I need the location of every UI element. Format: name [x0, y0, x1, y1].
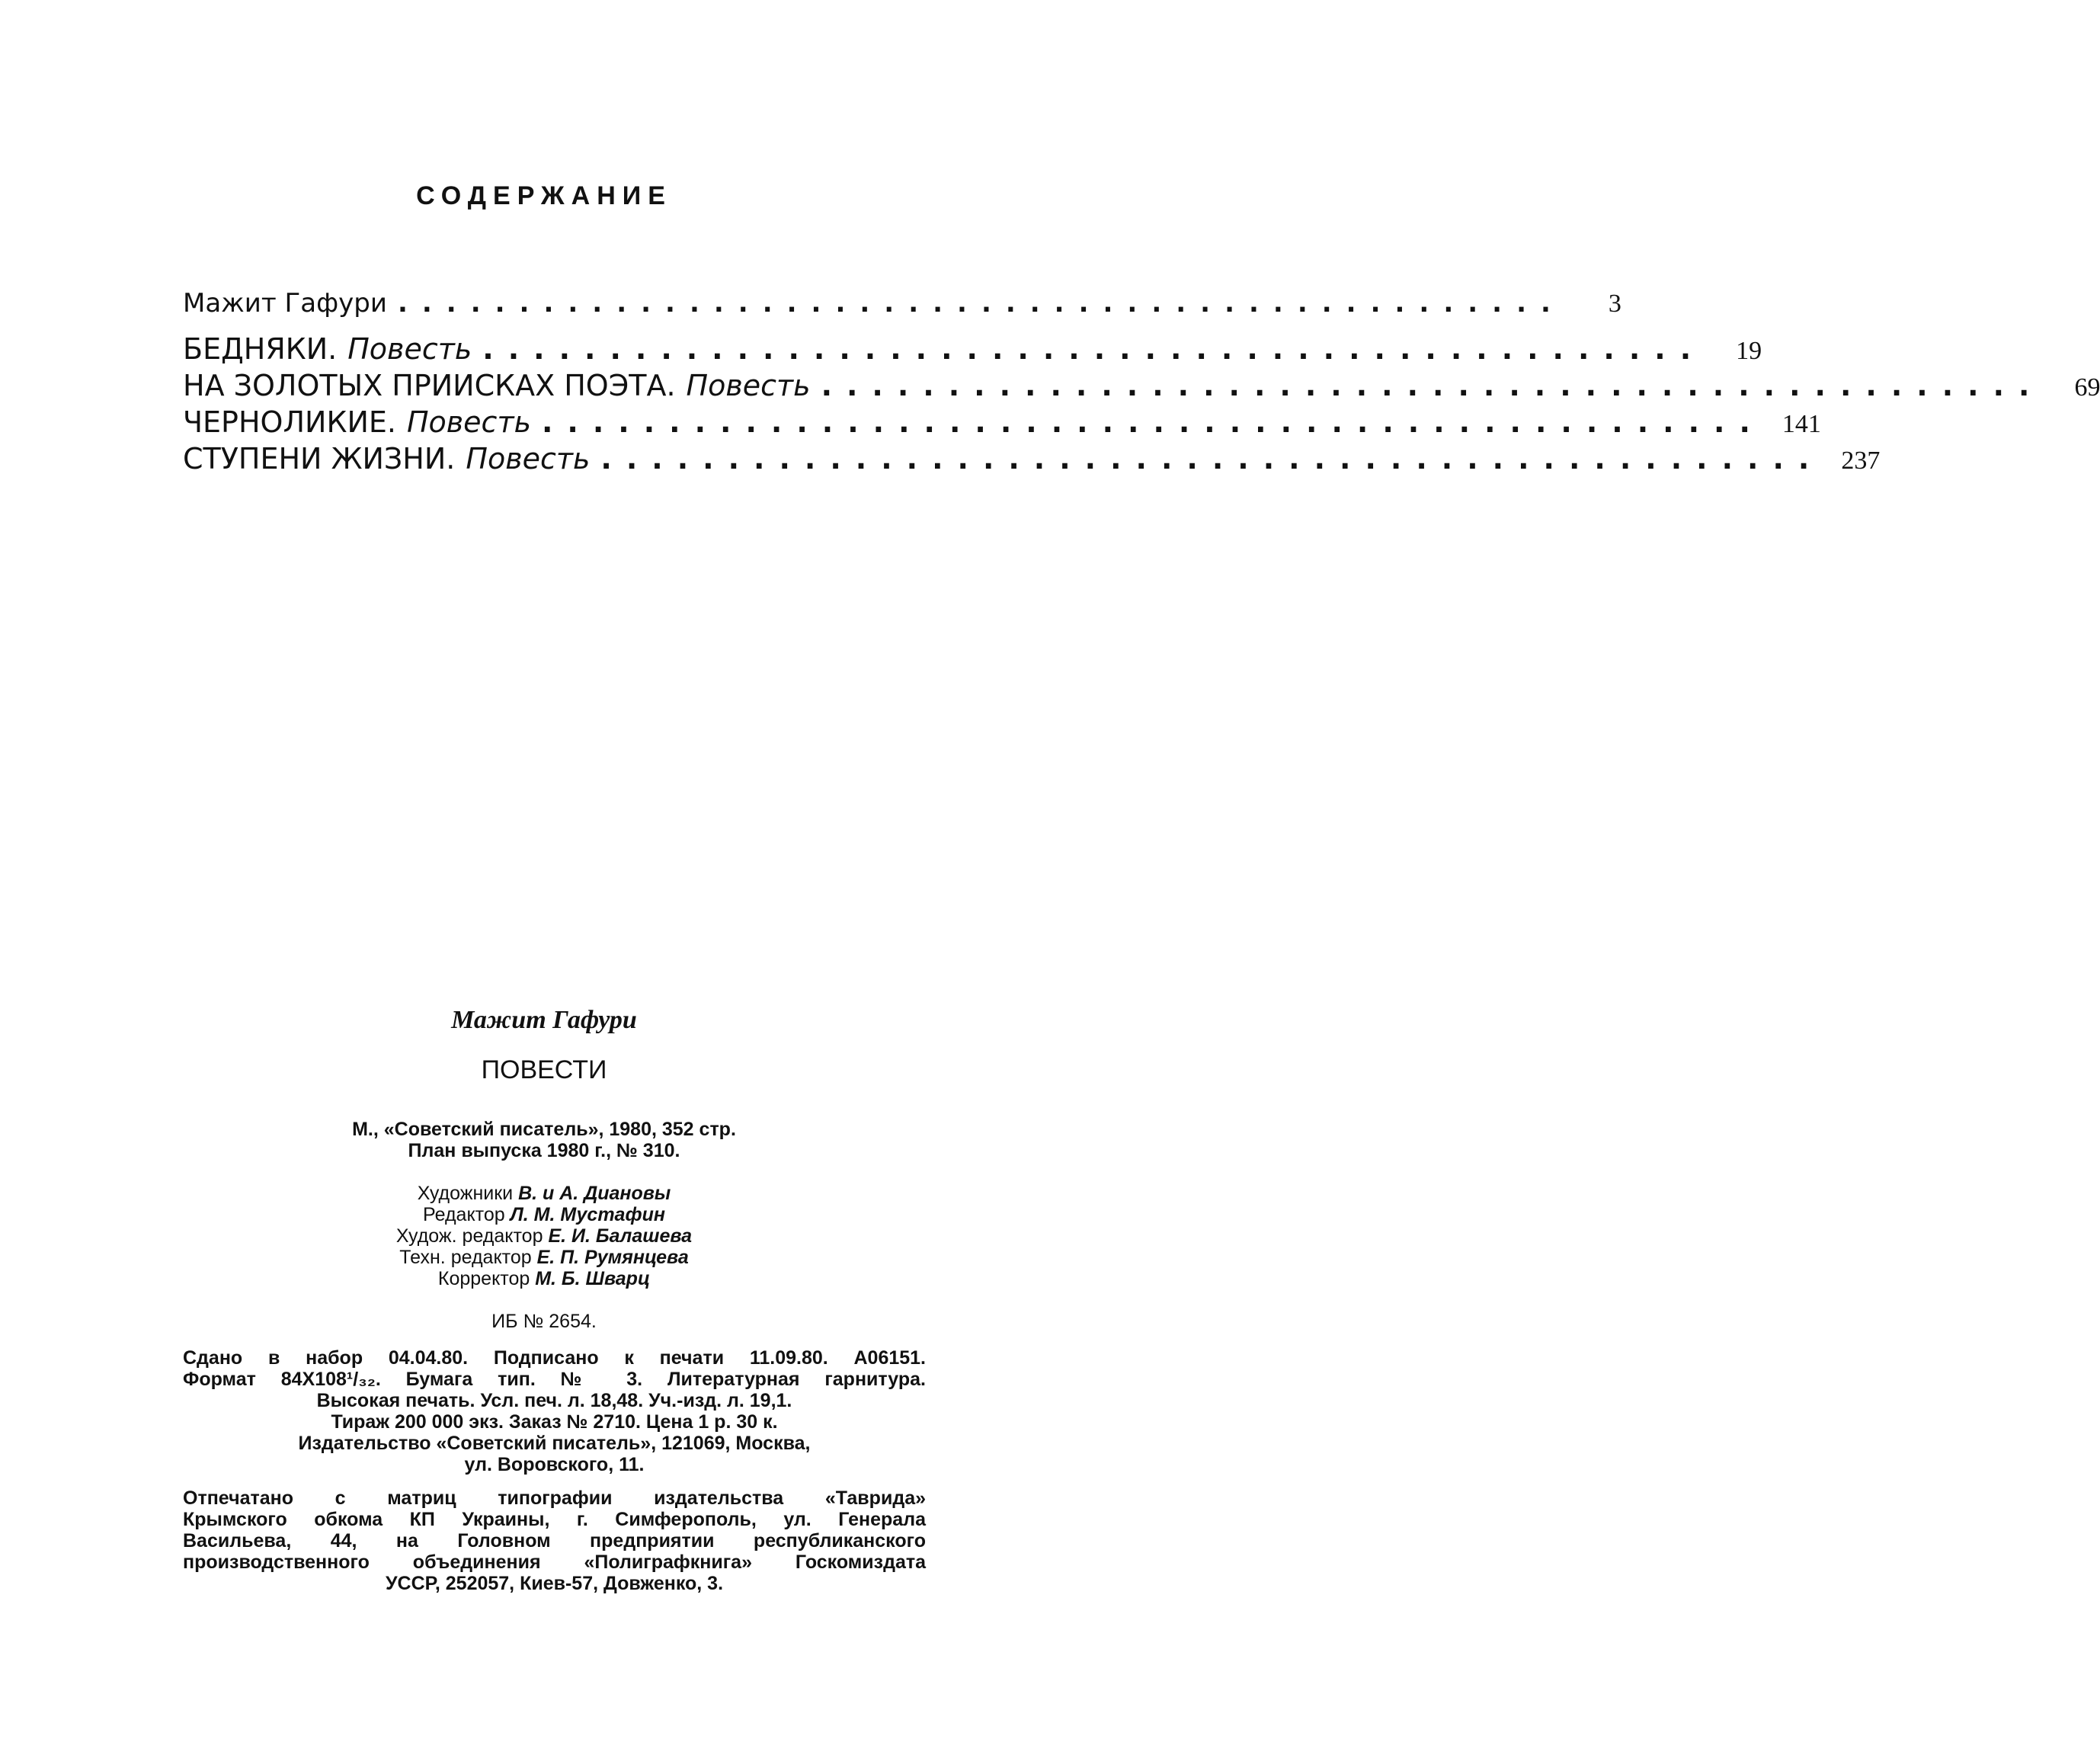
toc-entry-title: НА ЗОЛОТЫХ ПРИИСКАХ ПОЭТА.: [183, 369, 676, 402]
staff-line: [0, 1225, 1088, 1247]
ib-number: ИБ № 2654.: [491, 1311, 597, 1332]
imprint-author: Мажит Гафури: [451, 1006, 637, 1034]
toc-entry-title: БЕДНЯКИ.: [183, 332, 338, 366]
tech-line: Тираж 200 000 экз. Заказ № 2710. Цена 1 р. 30 к.: [331, 1411, 778, 1433]
toc-entry-genre: Повесть: [406, 405, 531, 439]
toc-entry-page: 19: [1736, 337, 1762, 365]
toc-entry-genre: Повесть: [466, 442, 591, 476]
toc-entry[interactable]: [183, 288, 1621, 325]
toc-entry-page: 237: [1841, 447, 1881, 475]
toc-entry[interactable]: [183, 332, 1762, 369]
toc-leader-dots: ................................................: [600, 442, 1824, 476]
staff-role: Редактор: [423, 1204, 505, 1225]
printer-line: Васильева, 44, на Головном предприятии республиканского: [183, 1530, 926, 1551]
tech-line: Сдано в набор 04.04.80. Подписано к печати 11.09.80. А06151.: [183, 1347, 926, 1369]
tech-line: Издательство «Советский писатель», 121069, Москва,: [298, 1433, 811, 1454]
imprint-title: ПОВЕСТИ: [481, 1055, 607, 1084]
toc-entry-title: Мажит Гафури: [183, 288, 387, 319]
printer-line: УССР, 252057, Киев-57, Довженко, 3.: [385, 1573, 724, 1594]
tech-line: ул. Воровского, 11.: [464, 1454, 645, 1475]
staff-role: Художники: [417, 1183, 514, 1204]
staff-name: Л. М. Мустафин: [510, 1204, 665, 1225]
toc-leader-dots: ................................................: [821, 369, 2044, 402]
toc-leader-dots: ................................................: [541, 405, 1765, 439]
staff-role: Худож. редактор: [395, 1225, 543, 1247]
toc-entry-page: 69: [2074, 373, 2100, 402]
toc-entry-title: ЧЕРНОЛИКИЕ.: [183, 405, 396, 439]
toc-heading: СОДЕРЖАНИЕ: [416, 181, 672, 210]
staff-name: Е. П. Румянцева: [536, 1247, 689, 1268]
toc-leader-dots: ................................................: [397, 288, 1565, 319]
printer-line: Крымского обкома КП Украины, г. Симферополь, ул. Генерала: [183, 1509, 926, 1530]
staff-line: [0, 1247, 1088, 1268]
toc-entry-genre: Повесть: [347, 332, 472, 366]
staff-role: Техн. редактор: [399, 1247, 532, 1268]
printer-line: Отпечатано с матриц типографии издательства «Таврида»: [183, 1487, 926, 1509]
staff-name: М. Б. Шварц: [535, 1268, 651, 1289]
tech-line: Высокая печать. Усл. печ. л. 18,48. Уч.-изд. л. 19,1.: [316, 1390, 792, 1411]
staff-line: [0, 1268, 1088, 1289]
toc-entry-page: 141: [1781, 410, 1821, 438]
printer-line: производственного объединения «Полиграфкнига» Госкомиздата: [183, 1551, 926, 1573]
staff-name: Е. И. Балашева: [548, 1225, 693, 1247]
staff-line: [0, 1183, 1088, 1204]
staff-role: Корректор: [437, 1268, 530, 1289]
plan-line: План выпуска 1980 г., № 310.: [408, 1140, 680, 1161]
toc-entry-genre: Повесть: [686, 369, 811, 402]
toc-entry[interactable]: [183, 442, 1881, 479]
publication-line: М., «Советский писатель», 1980, 352 стр.: [352, 1119, 736, 1140]
staff-name: В. и А. Диановы: [518, 1183, 671, 1204]
toc-entry[interactable]: [183, 369, 2100, 405]
toc-entry[interactable]: [183, 405, 1821, 442]
tech-line: Формат 84Х108¹/₃₂. Бумага тип. № 3. Литературная гарнитура.: [183, 1369, 926, 1390]
toc-entry-title: СТУПЕНИ ЖИЗНИ.: [183, 442, 456, 476]
toc-entry-page: 3: [1608, 290, 1621, 318]
toc-leader-dots: ................................................: [482, 332, 1706, 366]
staff-line: [0, 1204, 1088, 1225]
